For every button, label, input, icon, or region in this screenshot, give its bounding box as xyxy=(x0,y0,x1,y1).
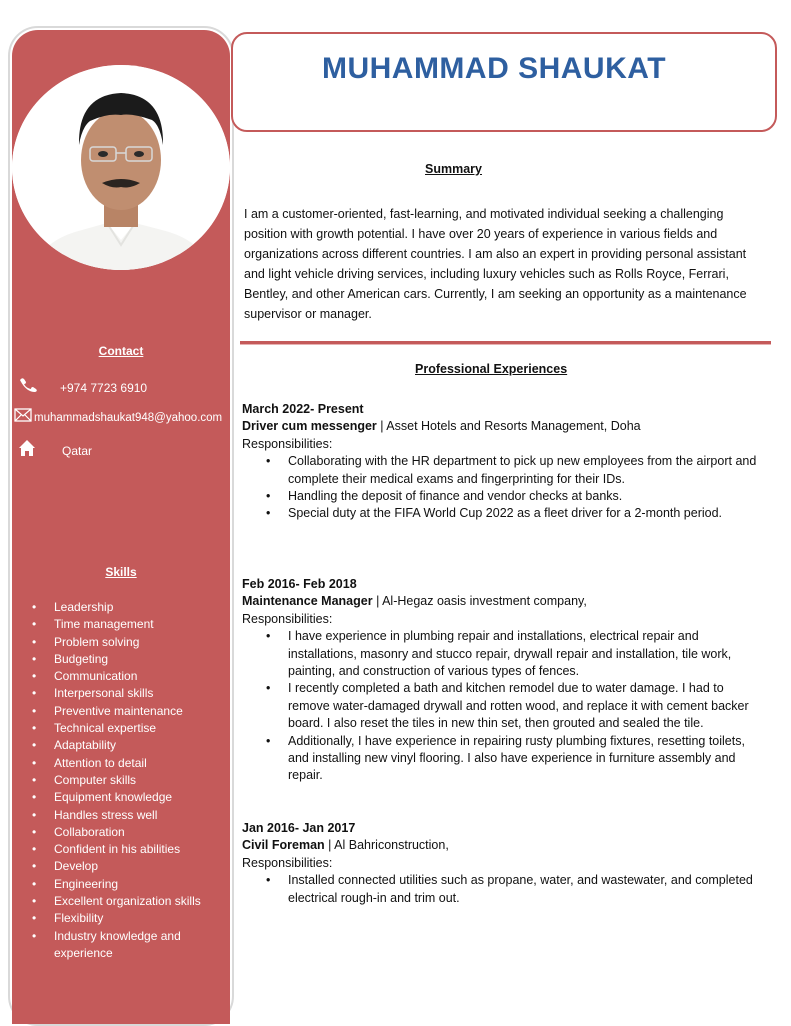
job-entry xyxy=(242,576,767,785)
contact-phone[interactable] xyxy=(18,377,147,398)
skill-item: • Handles stress well xyxy=(54,807,214,824)
page-title: MUHAMMAD SHAUKAT xyxy=(321,52,667,85)
job-role: Driver cum messenger xyxy=(242,419,377,434)
skills-heading: Skills xyxy=(105,565,137,579)
job-title-line xyxy=(242,837,767,854)
skill-item: • Industry knowledge and experience xyxy=(54,928,214,963)
list-item: • Special duty at the FIFA World Cup 2022 as a fleet driver for a 2-month period. xyxy=(288,505,767,522)
responsibilities-label: Responsibilities: xyxy=(242,611,333,626)
skill-item: • Technical expertise xyxy=(54,720,214,737)
location-text: Qatar xyxy=(62,443,93,458)
responsibilities-label: Responsibilities: xyxy=(242,436,333,451)
contact-location xyxy=(18,439,92,462)
skill-item: • Communication xyxy=(54,668,214,685)
home-icon xyxy=(18,439,42,462)
list-item: • Collaborating with the HR department to pick up new employees from the airport and complete their medical exams and fingerprinting for their IDs. xyxy=(288,453,767,488)
phone-icon xyxy=(18,377,42,398)
skill-item: • Adaptability xyxy=(54,737,214,754)
job-entry xyxy=(242,820,767,907)
list-item: • Additionally, I have experience in repairing rusty plumbing fixtures, resetting toilets, and installing new vinyl flooring. I also have experience in furniture assembly and repair. xyxy=(288,733,767,785)
summary-heading: Summary xyxy=(425,162,482,176)
summary-text: I am a customer-oriented, fast-learning, and motivated individual seeking a challenging position with growth potential. I have over 20 years of experience in various fields and organizations across different countries. I am also an expert in providing personal assistant and light vehicle driving services, including luxury vehicles such as Rolls Royce, Ferrari, Bentley, and other American cars. Currently, I am seeking an opportunity as a maintenance supervisor or manager. xyxy=(244,207,747,321)
skill-item: • Collaboration xyxy=(54,824,214,841)
skill-item: • Confident in his abilities xyxy=(54,841,214,858)
skill-item: • Flexibility xyxy=(54,910,214,927)
envelope-icon xyxy=(14,408,34,427)
contact-email[interactable] xyxy=(14,408,222,427)
list-item: • I have experience in plumbing repair and installations, electrical repair and installations, masonry and stucco repair, drywall repair and installation, tile work, painting, and construction of various types of fences. xyxy=(288,628,767,680)
job-company: | Al Bahriconstruction, xyxy=(324,838,449,853)
job-role: Maintenance Manager xyxy=(242,594,373,609)
skill-item: • Develop xyxy=(54,858,214,875)
skill-item: • Leadership xyxy=(54,599,214,616)
skill-item: • Budgeting xyxy=(54,651,214,668)
phone-text: +974 7723 6910 xyxy=(60,380,148,395)
experience-heading: Professional Experiences xyxy=(415,362,568,376)
skill-item: • Attention to detail xyxy=(54,755,214,772)
profile-photo xyxy=(12,65,230,270)
email-text: muhammadshaukat948@yahoo.com xyxy=(34,411,223,424)
skill-item: • Engineering xyxy=(54,876,214,893)
skill-item: • Computer skills xyxy=(54,772,214,789)
job-dates: March 2022- Present xyxy=(242,402,364,416)
responsibilities-list xyxy=(242,872,767,907)
list-item: • Installed connected utilities such as propane, water, and wastewater, and completed electrical rough-in and trim out. xyxy=(288,872,767,907)
responsibilities-list xyxy=(242,628,767,785)
skill-item: • Problem solving xyxy=(54,634,214,651)
list-item: • Handling the deposit of finance and vendor checks at banks. xyxy=(288,488,767,505)
skill-item: • Excellent organization skills xyxy=(54,893,214,910)
skills-list xyxy=(14,599,214,962)
job-role: Civil Foreman xyxy=(242,838,325,853)
job-entry xyxy=(242,401,767,523)
job-dates: Jan 2016- Jan 2017 xyxy=(242,821,356,835)
divider xyxy=(240,341,771,345)
name-box xyxy=(231,32,777,132)
job-dates: Feb 2016- Feb 2018 xyxy=(242,577,357,591)
job-title-line xyxy=(242,418,767,435)
responsibilities-label: Responsibilities: xyxy=(242,855,333,870)
skill-item: • Time management xyxy=(54,616,214,633)
job-title-line xyxy=(242,593,767,610)
responsibilities-list xyxy=(242,453,767,523)
list-item: • I recently completed a bath and kitchen remodel due to water damage. I had to remove water-damaged drywall and rotten wood, and replace it with cement backer board. I also reset the tiles in new thin set, then grouted and sealed the tile. xyxy=(288,680,767,732)
job-company: | Al-Hegaz oasis investment company, xyxy=(372,594,587,609)
skill-item: • Equipment knowledge xyxy=(54,789,214,806)
skill-item: • Preventive maintenance xyxy=(54,703,214,720)
contact-heading: Contact xyxy=(98,344,144,358)
job-company: | Asset Hotels and Resorts Management, Doha xyxy=(376,419,641,434)
skill-item: • Interpersonal skills xyxy=(54,685,214,702)
avatar xyxy=(12,65,230,270)
